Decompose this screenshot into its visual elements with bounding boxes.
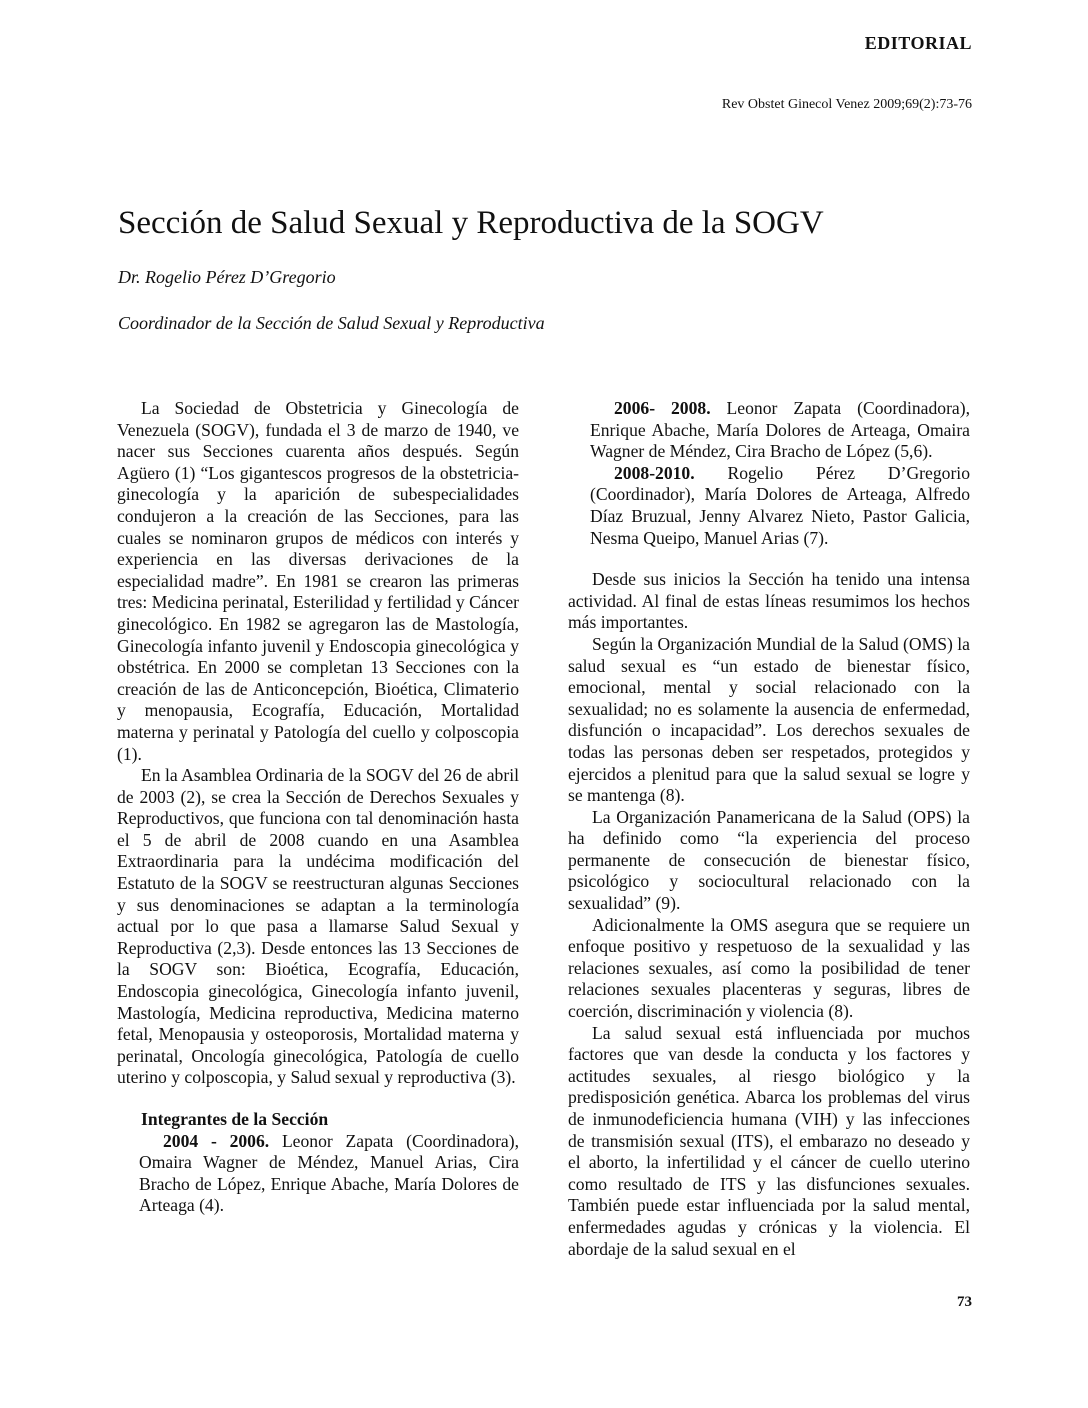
member-names: Leonor Zapata (Coordinadora), Omaira Wagner de Méndez, Manuel Arias, Cira Bracho de López, Enrique Abache, María Dolores de Arteaga (4). — [139, 1130, 519, 1216]
article-title: Sección de Salud Sexual y Reproductiva de la SOGV — [118, 205, 824, 241]
member-entry-2004 — [117, 1131, 519, 1217]
right-column — [568, 398, 970, 1260]
paragraph-history: La Sociedad de Obstetricia y Ginecología de Venezuela (SOGV), fundada el 3 de marzo de 1940, ve nacer sus Secciones cuarenta años después. Según Agüero (1) “Los gigantescos progresos de la obstetricia-ginecología y la aparición de subespecialidades condujeron a la creación de las Secciones, para las cuales se nominaron grupos de médicos con interés y experiencia en las diversas derivaciones de la especialidad madre”. En 1981 se crearon las primeras tres: Medicina perinatal, Esterilidad y fertilidad y Cáncer ginecológico. En 1982 se agregaron las de Mastología, Ginecología infanto juvenil y Endoscopia ginecológica y obstétrica. En 2000 se completan 13 Secciones con la creación de las de Anticoncepción, Bioética, Climaterio y menopausia, Ecografía, Educación, Mortalidad materna y perinatal y Patología del cuello y colposcopia (1). — [117, 398, 519, 764]
journal-citation: Rev Obstet Ginecol Venez 2009;69(2):73-76 — [721, 97, 972, 112]
paragraph-assembly: En la Asamblea Ordinaria de la SOGV del 26 de abril de 2003 (2), se crea la Sección de Derechos Sexuales y Reproductivos, que funciona con tal denominación hasta el 5 de abril de 2008 cuando en una Asamblea Extraordinaria para la undécima modificación del Estatuto de la SOGV se reestructuran algunas Secciones y sus denominaciones se adaptan a la terminología actual por lo que pasa a llamarse Salud Sexual y Reproductiva (2,3). Desde entonces las 13 Secciones de la SOGV son: Bioética, Ecografía, Educación, Endoscopia ginecológica, Ginecología infanto juvenil, Mastología, Medicina reproductiva, Medicina materno fetal, Menopausia y osteoporosis, Mortalidad materna y perinatal, Oncología ginecológica, Patología de cuello uterino y colposcopia, y Salud sexual y reproductiva (3). — [117, 765, 519, 1088]
member-years: 2006- 2008. — [614, 398, 711, 418]
left-column — [117, 398, 519, 1217]
member-names: Rogelio Pérez D’Gregorio (Coordinador), María Dolores de Arteaga, Alfredo Díaz Bruzual, Jenny Alvarez Nieto, Pastor Galicia, Nesma Queipo, Manuel Arias (7). — [590, 462, 970, 548]
paragraph-oms-approach: Adicionalmente la OMS asegura que se requiere un enfoque positivo y respetuoso de la sexualidad y las relaciones sexuales, así como la posibilidad de tener relaciones sexuales placenteras y seguras, libres de coerción, discriminación y violencia (8). — [568, 914, 970, 1022]
member-years: 2004 - 2006. — [163, 1130, 270, 1151]
page-number: 73 — [957, 1294, 972, 1310]
paragraph-ops-definition: La Organización Panamericana de la Salud (OPS) la ha definido como “la experiencia del proceso permanente de consecución de bienestar físico, psicológico y sociocultural relacionado con la sexualidad” (9). — [568, 806, 970, 914]
article-author: Dr. Rogelio Pérez D’Gregorio — [118, 267, 336, 287]
paragraph-activity: Desde sus inicios la Sección ha tenido una intensa actividad. Al final de estas líneas resumimos los hechos más importantes. — [568, 569, 970, 633]
member-years: 2008-2010. — [614, 462, 695, 483]
paragraph-oms-definition: Según la Organización Mundial de la Salud (OMS) la salud sexual es “un estado de bienestar físico, emocional, mental y social relacionado con la sexualidad; no es solamente la ausencia de enfermedad, disfunción o incapacidad”. Los derechos sexuales de todas las personas deben ser respetados, protegidos y ejercidos a plenitud para que la salud sexual se logre y se mantenga (8). — [568, 633, 970, 806]
paragraph-influences: La salud sexual está influenciada por muchos factores que van desde la conducta y los factores y actitudes sexuales, al riesgo biológico y la predisposición genética. Abarca los problemas del virus de inmunodeficiencia humana (VIH) y las infecciones de transmisión sexual (ITS), el embarazo no deseado y el aborto, la infertilidad y el cáncer de cuello uterino como resultado de ITS y las disfunciones sexuales. También puede estar influenciada por la salud mental, enfermedades agudas y crónicas y la violencia. El abordaje de la salud sexual en el — [568, 1022, 970, 1259]
member-entry-2006 — [568, 398, 970, 463]
member-entry-2008 — [568, 463, 970, 549]
section-label: EDITORIAL — [864, 33, 972, 53]
member-names: Leonor Zapata (Coordinadora), Enrique Abache, María Dolores de Arteaga, Omaira Wagner de Méndez, Cira Bracho de López (5,6). — [590, 398, 970, 462]
author-affiliation: Coordinador de la Sección de Salud Sexual y Reproductiva — [118, 313, 545, 333]
members-subheading: Integrantes de la Sección — [141, 1109, 329, 1129]
